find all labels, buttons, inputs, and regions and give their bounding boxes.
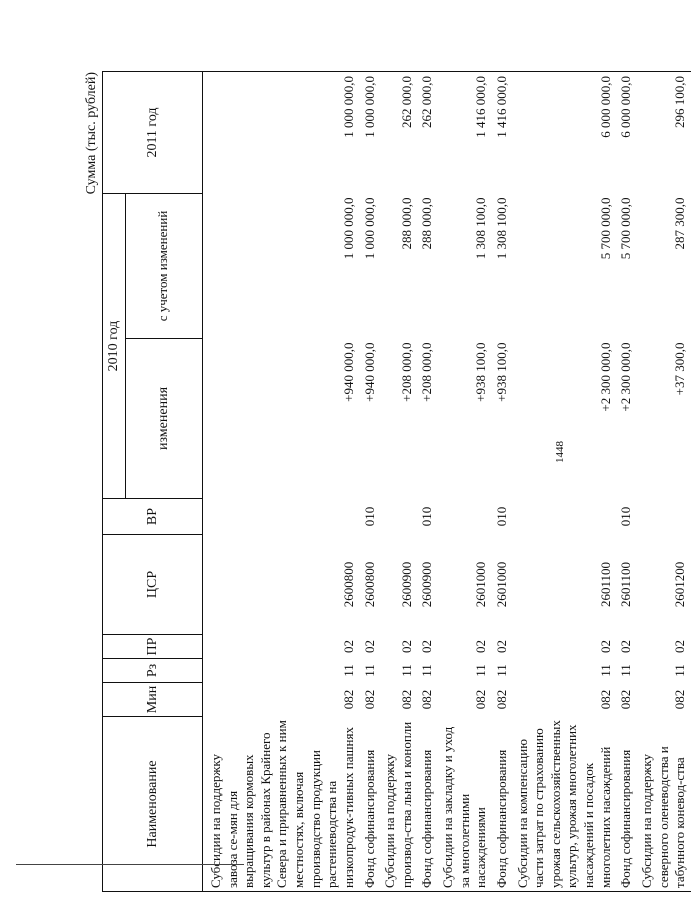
table-row (417, 72, 438, 892)
row-rz: 11 (419, 664, 435, 677)
row-csr: 2601100 (618, 561, 634, 608)
col-header-year-2010: 2010 год (103, 194, 126, 499)
row-csr: 2600900 (419, 561, 435, 608)
row-name: Фонд софинансирования (360, 717, 381, 892)
row-2011: 296 100,0 (637, 72, 691, 194)
row-pr: 02 (597, 640, 613, 653)
row-csr: 2600800 (361, 561, 377, 608)
row-2011: 6 000 000,0 (513, 72, 617, 194)
row-pr: 02 (419, 640, 435, 653)
row-change: +938 100,0 (473, 342, 489, 402)
row-pr: 02 (672, 640, 688, 653)
row-min: 082 (473, 689, 489, 710)
row-with-changes: 1 308 100,0 (493, 197, 509, 260)
row-change: +208 000,0 (398, 342, 414, 402)
row-name: Фонд софинансирования (492, 717, 513, 892)
row-with-changes: 1 000 000,0 (340, 197, 356, 260)
table-row (492, 72, 513, 892)
row-name: Субсидии на закладку и уход за многолетними насаждениями (438, 717, 492, 892)
row-pr: 02 (398, 640, 414, 653)
row-name: Фонд софинансирования (417, 717, 438, 892)
col-header-year-2011: 2011 год (103, 72, 203, 194)
row-rz: 11 (493, 664, 509, 677)
table-row (616, 72, 637, 892)
row-name: Субсидии на компенсацию части затрат по страхованию урожая сельскохозяйственных культур, урожая многолетних насаждений и посадок многолетних насаждений (513, 717, 617, 892)
row-vr: 010 (493, 506, 509, 527)
row-with-changes: 288 000,0 (419, 197, 435, 250)
table-row (513, 72, 617, 892)
row-change: +208 000,0 (419, 342, 435, 402)
row-2011: 1 000 000,0 (360, 72, 381, 194)
row-name: Субсидии на поддержку производ-ства льна и конопли (380, 717, 417, 892)
row-min: 082 (672, 689, 688, 710)
row-csr: 2600900 (398, 561, 414, 608)
row-pr: 02 (618, 640, 634, 653)
row-min: 082 (419, 689, 435, 710)
row-change: +938 100,0 (493, 342, 509, 402)
row-vr (380, 499, 417, 535)
row-min: 082 (340, 689, 356, 710)
row-vr: 010 (419, 506, 435, 527)
row-min: 082 (618, 689, 634, 710)
row-min: 082 (361, 689, 377, 710)
row-change: +37 300,0 (672, 342, 688, 396)
table-row (637, 72, 691, 892)
row-pr: 02 (493, 640, 509, 653)
row-2011: 1 000 000,0 (202, 72, 359, 194)
row-rz: 11 (618, 664, 634, 677)
row-rz: 11 (597, 664, 613, 677)
row-with-changes: 1 308 100,0 (473, 197, 489, 260)
col-header-min: Мин (103, 683, 203, 717)
row-csr: 2601200 (672, 561, 688, 608)
table-row (380, 72, 417, 892)
row-change: +940 000,0 (361, 342, 377, 402)
row-change: +2 300 000,0 (618, 342, 634, 412)
table-row (438, 72, 492, 892)
row-vr (202, 499, 359, 535)
row-2011: 1 416 000,0 (492, 72, 513, 194)
row-rz: 11 (473, 664, 489, 677)
row-vr (513, 499, 617, 535)
row-min: 082 (597, 689, 613, 710)
row-with-changes: 5 700 000,0 (618, 197, 634, 260)
row-pr: 02 (340, 640, 356, 653)
table-row (360, 72, 381, 892)
row-2011: 6 000 000,0 (616, 72, 637, 194)
page-number: 1448 (554, 441, 566, 463)
row-vr (438, 499, 492, 535)
row-csr: 2600800 (340, 561, 356, 608)
table-body (202, 72, 690, 892)
table-row (202, 72, 359, 892)
budget-table (102, 71, 691, 892)
row-2011: 1 416 000,0 (438, 72, 492, 194)
col-header-pr: ПР (103, 635, 203, 659)
row-csr: 2601100 (597, 561, 613, 608)
row-rz: 11 (398, 664, 414, 677)
row-pr: 02 (361, 640, 377, 653)
rotated-page (84, 72, 688, 892)
row-name: Субсидии на поддержку завоза се-мян для выращивания кормовых культур в районах Крайнего Севера и приравненных к ним местностях, включая производство продукции растениеводства на низкопродук-тивных пашнях (202, 717, 359, 892)
col-header-changes: изменения (125, 339, 202, 499)
row-vr (637, 499, 691, 535)
row-csr: 2601000 (493, 561, 509, 608)
row-2011: 262 000,0 (417, 72, 438, 194)
row-rz: 11 (340, 664, 356, 677)
footnote-rule (16, 864, 244, 865)
col-header-with-changes: с учетом изменений (125, 194, 202, 339)
row-pr: 02 (473, 640, 489, 653)
row-min: 082 (398, 689, 414, 710)
col-header-name: Наименование (103, 717, 203, 892)
row-name: Фонд софинансирования (616, 717, 637, 892)
row-rz: 11 (672, 664, 688, 677)
row-vr: 010 (618, 506, 634, 527)
row-rz: 11 (361, 664, 377, 677)
col-header-rz: Рз (103, 659, 203, 683)
row-vr: 010 (361, 506, 377, 527)
table-header (103, 72, 203, 892)
row-2011: 262 000,0 (380, 72, 417, 194)
row-with-changes: 5 700 000,0 (597, 197, 613, 260)
row-csr: 2601000 (473, 561, 489, 608)
row-with-changes: 1 000 000,0 (361, 197, 377, 260)
row-with-changes: 287 300,0 (672, 197, 688, 250)
col-header-csr: ЦСР (103, 535, 203, 635)
row-min: 082 (493, 689, 509, 710)
row-name: Субсидии на поддержку северного оленеводства и табунного коневод-ства (637, 717, 691, 892)
row-change: +940 000,0 (340, 342, 356, 402)
row-change: +2 300 000,0 (597, 342, 613, 412)
col-header-vr: ВР (103, 499, 203, 535)
row-with-changes: 288 000,0 (398, 197, 414, 250)
units-label: Сумма (тыс. рублей) (84, 72, 99, 195)
